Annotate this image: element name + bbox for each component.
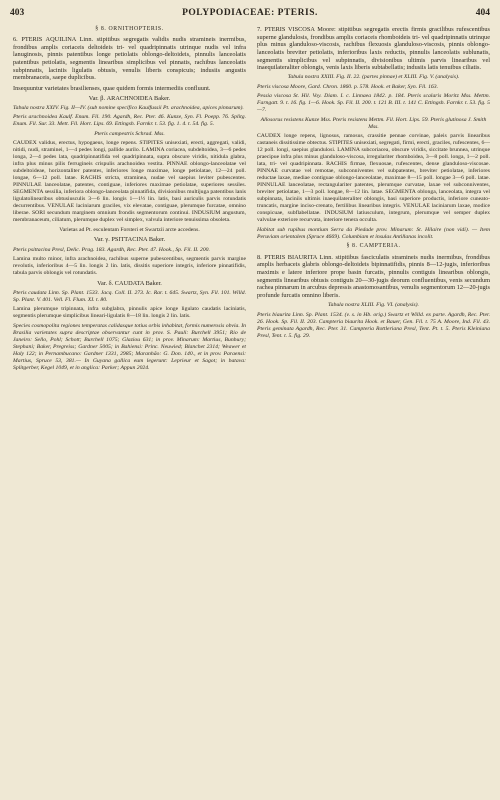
paragraph-p10: Lamina plerumque tripinnata, infra subglabra, pinnulis apice longe ligulato caudatis laciniatis, segmentis plerumque simplicibus lineari-ligulatis 8—18 lin. longis 2 lin. latis. — [13, 306, 246, 320]
paragraph-p2: Insequuntur varietates brasilienses, quae quidem formis intermediis confluunt. — [13, 84, 211, 92]
paragraph-r10: Pteris biaurita Linn. Sp. Plant. 1534. (v. s. in Hb. orig.) Swartz et Willd. ex parte. Agardh, Rec. Pter. 26. Hook. Sp. Fil. II. 203. Campteria biaurita Hook. et Bauer, Gen. Fil. t. 75 A. Moore, Ind. Fil. 43. Pteris geminata Agardh, Rec. Pter. 31. Campteria Rottleriana Presl, Tent. Pt. t. 5. Pteris Kleiniana Presl, Tent. t. 5. fig. 29. — [257, 311, 490, 339]
paragraph-r2: Tabula nostra XXIII. Fig. II. 22. (partes pinnae) et XLIII. Fig. V. (analysis). — [287, 74, 460, 81]
running-header — [10, 8, 490, 22]
page-number-right: 404 — [475, 8, 490, 18]
paragraph-p5: CAUDEX validus, erectus, hypogaeus, longe repens. STIPITES unisexiati, erecti, aggregati, validi, nitidi, nudi, straminei, 1—4 pedes longi, pallide aurilo. LAMINA coriacea, subdeltoidea, 3—6 pedes longa, 2—4 pedes lata, quadripinnatifida vel quadripinnata, supra obscure viridis, nitidula glabra, infra plus minus pilis ferrugineis crispulis arachnoidea vestita. PINNAE oblongo-lanceolatae vel subdeltoideae, horizontaliter patentes, inferiores longe maximae, longe petiolatae, 12—24 poll. longae, 6—12 poll. latae. RACHIS stricta, straminea, nudae vel saepius leviter pubescentes. PINNULAE lanceolatae, patentes, contiguae, inferiores maximae petiolatae, superiores sessiles. SEGMENTA sessilia, inferiora oblongo-lanceolata pinnatifida, divisionibus multijuga patentibus lanis ligulatolinearibus obtusiusculis 3—6 lin. longis 1—1½ lin. latis, basi auriculis parvis rotundatis decurrentibus. VENULAE laciniarum graciles, vix elevatae, contiguae, plerumque furcatae, omnino liberae. SORI secundum marginem omnium frondis segmentorum continui. INDUSIUM angustum, membranaceum, ciliatum, plerumque duplex vel simplex, valvula interiore tenuissima obsoleta. — [13, 140, 246, 224]
paragraph-r6: CAUDEX longe repens, lignosus, ramosus, crassitie pennae corvinae, paleis parvis linearibus castaneis dissitissime obtectus. STIPITES unisexiati, segregati, firmi, erecti, graciles, rufescentes, 6—12 poll. longi, saepius glandulosi. LAMINA subcoriacea, obscure viridis, siccitate brunnea, utrinque praecipue infra plus minus glanduloso-viscosa, irregulariter rhomboidea, 3—8 poll. longa, 1—2 poll. lata, tri- vel quadripinnata. RACHIS firmae, flexuosae, rufescentes, dense glanduloso-viscosae. PINNAE curvatae vel remotae, subconniventes vel subpatentes, breviter petiolatae, inferiores reductae laxae, mediae contiguae oblongo-lanceolatae, maximae 8—15 poll. longae 3—6 poll. latae. PINNULAE lanceolatae, rectangulariter patentes, plerumque curvatae, laxae vel subconniventes, breviter petiolatae, 1—3 poll. longae, 8—12 lin. latae. SEGMENTA oblonga, lanceolata, integra vel subpinnata, laciniis ultimis inaequilateraliter oblongis, basi superiore productis, inferiore cuneato-truncatis, margine inciso-crenato, fertilibus linearibus integris. VENULAE laciniarum laxae, modice conspicuae, subflabellatae. INDUSIUM latiusculum, integrum, plerumque vel semper duplex valvulae exteriore recurvata, interiore tenera occulta. — [257, 133, 490, 224]
paragraph-sec: § 8. ORNITHOPTERIS. — [95, 26, 164, 32]
paragraph-p1: 6. PTERIS AQUILINA Linn. stipitibus segregatis validis nudis stramineis inermibus, frondibus amplis coriaceis deltoideis tri- vel quadripinnatis utrinque nudis vel infra lanuginosis, pinnis patentibus longe petiolatis oblongo-deltoideis, pinnulis lanceolatis patentibus petiolatis, segmentis linearibus simplicibus vel pinnatis, rachibus lanceolatis subpinnatis, laciniis ligulatis obtusis, venulis liberis conspicuis; indusiis angustis membranaceis, saepe duplicibus. — [13, 36, 246, 82]
paragraph-v2: Var. γ. PSITTACINA Baker. — [93, 236, 166, 244]
paragraph-p11: Species cosmopolita regiones temperatas calidasque totius orbis inhabitat, formis numerosis obvia. In Brasilia varietates supra descriptae observantur cunt in prov. S. Pauli: Burchell 3951; Rio de Janeiro: Sello, Pohl; Schott; Burchell 1075; Glaziou 631; in prov. Minarum: Martius, Bunbury; Stephani; Baker, Pregreiss; Gardner 5005; in Bahiensi: Princ. Neuwied; Blanchet 2314; Weawer et Haly 122; in Pernambucano: Gardner 1331, 2985; Maranhão: G. Don. 140., et in prov. Paraensi: Martius, Spruce 53, 381.— In Guyana gallica eum legerunt: Leprieur et Sagot; in batava: Splitgerber, Kegel 1049, et in anglica: Parker; Appun 2024. — [13, 322, 246, 371]
paragraph-r8: 8. PTERIS BIAURITA Linn. stipitibus fasciculatis stramineis nudis inermibus, frondibus amplis herbaceis glabris oblongo-deltoideis bipinnatifidis, pinnis 8—12-jugis, inferioribus maximis e latere inferiore prope basin furcatis, pinnulis contiguis linearibus oblongis, segmentis linearibus obtusis contiguis 20—30-jugis deorum confluentibus, venis secundum rachea pinnarum in arcubus depressis anastomosantibus, venulis segmentorum 12—20-jugis profunde furcatis omnino liberis. — [257, 253, 490, 299]
paragraph-p3: Pteris arachnoidea Kaulf. Enum. Fil. 190. Agardh, Rec. Pter. 46. Kunze, Syn. Fl. Poepp. 76. Splitg. Enum. Fil. Sur. 33. Mett. Fil. Hort. Lips. 69. Ettingsh. Farnkr. t. 53. fig. 1. 4. t. 54. fig. 5. — [13, 114, 246, 128]
paragraph-r9: Tabula nostra XLIII. Fig. VI. (analysis). — [328, 302, 419, 309]
running-title: POLYPODIACEAE: PTERIS. — [182, 8, 318, 18]
paragraph-p4: Pteris campestris Schrad. Mss. — [94, 130, 165, 137]
paragraph-v3: Var. δ. CAUDATA Baker. — [97, 279, 162, 287]
paragraph-p9: Pteris caudata Linn. Sp. Plant. 1533. Jacq. Coll. II. 273. Ic. Rar. t. 645. Swartz, Syn. Fil. 101. Willd. Sp. Plant. V. 401. Vell. Fl. Flum. XI. t. 80. — [13, 289, 246, 303]
paragraph-r5: Allosorus resistens Kunze Mss. Pteris resistens Mettm. Fil. Hort. Lips. 59. Pteris glutinosa J. Smith Mss. — [260, 116, 487, 130]
left-text-column — [13, 26, 246, 374]
paragraph-v1: Var. β. ARACHNOIDEA Baker. — [88, 94, 171, 102]
paragraph-r4: Pessia viscosa St. Hil. Voy. Diam. I. c. Linnaea 1842. p. 184. Pteris scalaris Moritz Mss. Mettm. Farngatt. 9. t. 16. fig. 1—6. Hook. Sp. Fil. II. 200. t. 121 B. III. t. 141 C. Ettingsh. Farnkr. t. 53. fig. 5—7. — [257, 93, 490, 114]
paragraph-p6: Varietas ad Pt. esculentam Forsteri et Swartzii arcte accedens. — [59, 226, 200, 233]
paragraph-p7: Pteris psittacina Presl, Delic. Prag. 183. Agardh, Rec. Pter. 47. Hook., Sp. Fil. II. 200. — [13, 246, 210, 253]
paragraph-r7: Habitat sub rupibus montium Serra da Piedade prov. Minarum: St. Hilaire (non vidi). — Item Peruviam orientalem (Spruce 4669). Columbiam et insulas Antillanas incolit. — [257, 226, 490, 240]
paragraph-r1: 7. PTERIS VISCOSA Moore: stipitibus segregatis erectis firmis gracilibus rufescentibus superne glandulosis, frondibus amplis coriaceis rhomboideis tri- vel quadripinnatis utrinque plus minus glanduloso-viscosis, rachibus flexuosis glanduloso-viscosis, pinnis oblongo-lanceolatis breviter petiolatis, inferioribus laxis reductis, pinnulis lanceolatis sublunatis, segmentis simplicibus vel subpinnatis, divisionibus ultimis parvis linearibus vel inaequilateraliter oblongis, venis laxis liberis subtabellatis; indusiis latis tenuibus ciliatis. — [257, 26, 490, 72]
paragraph-t1: Tabula nostra XXIV. Fig. II—IV. (sub nomine specifico Kaulfussii Pt. arachnoidea, apices pinnarum). — [13, 104, 244, 111]
paragraph-r3: Pteris viscosa Moore, Gard. Chron. 1860. p. 578. Hook. et Baker, Syn. Fil. 163. — [257, 83, 439, 90]
page-number-left: 403 — [10, 8, 25, 18]
right-text-column — [257, 26, 490, 342]
paragraph-p8: Lamina multo minor, infra arachnoidea, rachibus superne pubescentibus, segmentis parvis margine revolutis, inferioribus 4—5 lin. longis 2 lin. latis, dissitis superiore integris, inferiore pinnatifidis, tabula parvis oblongis vel rotundatis. — [13, 256, 246, 277]
paragraph-sec2: § 8. CAMPTERIA. — [346, 243, 401, 250]
